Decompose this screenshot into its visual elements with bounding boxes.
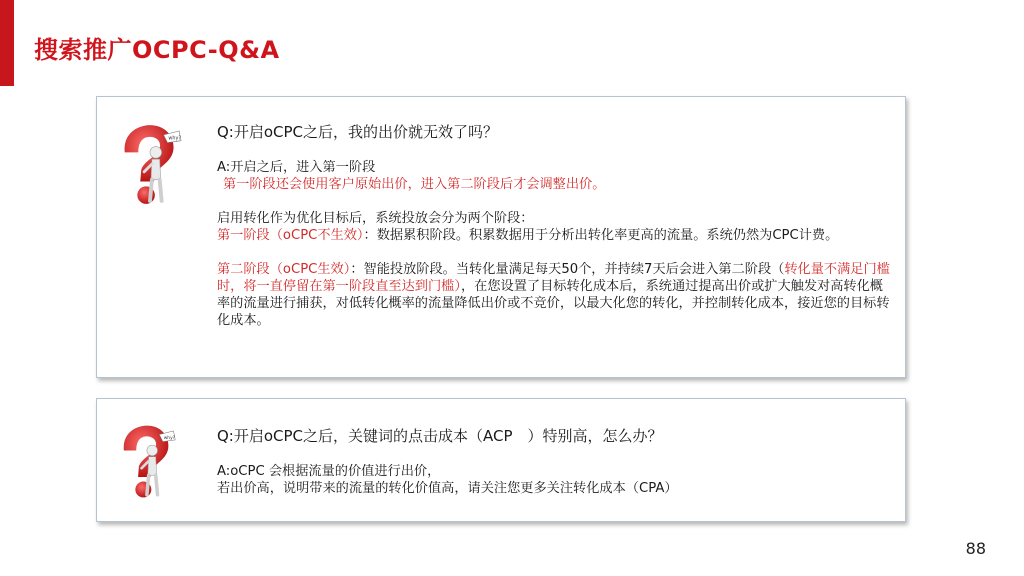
qa-card-2 — [96, 398, 906, 522]
why-bubble-text: why? — [168, 135, 181, 142]
stage-1-label: 第一阶段（oCPC不生效） — [217, 228, 364, 243]
stage-2-text-b: ，在您设置了目标转化成本后，系统通过提高出价或扩大触发对高转化概率的流量进行捕获，对低转化概率的流量降低出价或不竞价，以最大化您的转化，并控制转化成本，接近您的目标转化成本。 — [217, 279, 890, 328]
question-mark-figure-icon — [115, 123, 183, 207]
answer-2 — [217, 463, 893, 497]
stage-2-highlight: 转化量不满足门槛时，将一直停留在第一阶段直至达到门槛） — [217, 262, 890, 294]
stages-intro: 启用转化作为优化目标后，系统投放会分为两个阶段： — [217, 211, 534, 226]
answer-2-line-2: 若出价高，说明带来的流量的转化价值高，请关注您更多关注转化成本（CPA） — [217, 481, 678, 496]
stage-1-paragraph — [217, 227, 893, 244]
stage-2-label: 第二阶段（oCPC生效） — [217, 262, 351, 277]
page-title: 搜索推广OCPC-Q&A — [34, 36, 280, 64]
stage-2-paragraph — [217, 261, 893, 329]
question-1: Q:开启oCPC之后，我的出价就无效了吗？ — [217, 123, 499, 141]
answer-2-line-1: A:oCPC 会根据流量的价值进行出价， — [217, 464, 441, 479]
why-bubble-text: why? — [163, 435, 176, 441]
answer-1-highlight: 第一阶段还会使用客户原始出价，进入第二阶段后才会调整出价。 — [223, 177, 606, 192]
page-number: 88 — [965, 539, 986, 558]
answer-1 — [217, 159, 893, 329]
answer-1-intro: A:开启之后，进入第一阶段 — [217, 160, 376, 175]
title-accent-bar — [0, 0, 14, 86]
question-mark-figure-icon — [115, 423, 177, 501]
stage-2-text-a: ：智能投放阶段。当转化量满足每天50个，并持续7天后会进入第二阶段（ — [350, 262, 785, 277]
stage-1-text: ：数据累积阶段。积累数据用于分析出转化率更高的流量。系统仍然为CPC计费。 — [363, 228, 839, 243]
qa-card-1 — [96, 96, 906, 378]
question-2: Q:开启oCPC之后，关键词的点击成本（ACP ）特别高，怎么办？ — [217, 427, 663, 445]
